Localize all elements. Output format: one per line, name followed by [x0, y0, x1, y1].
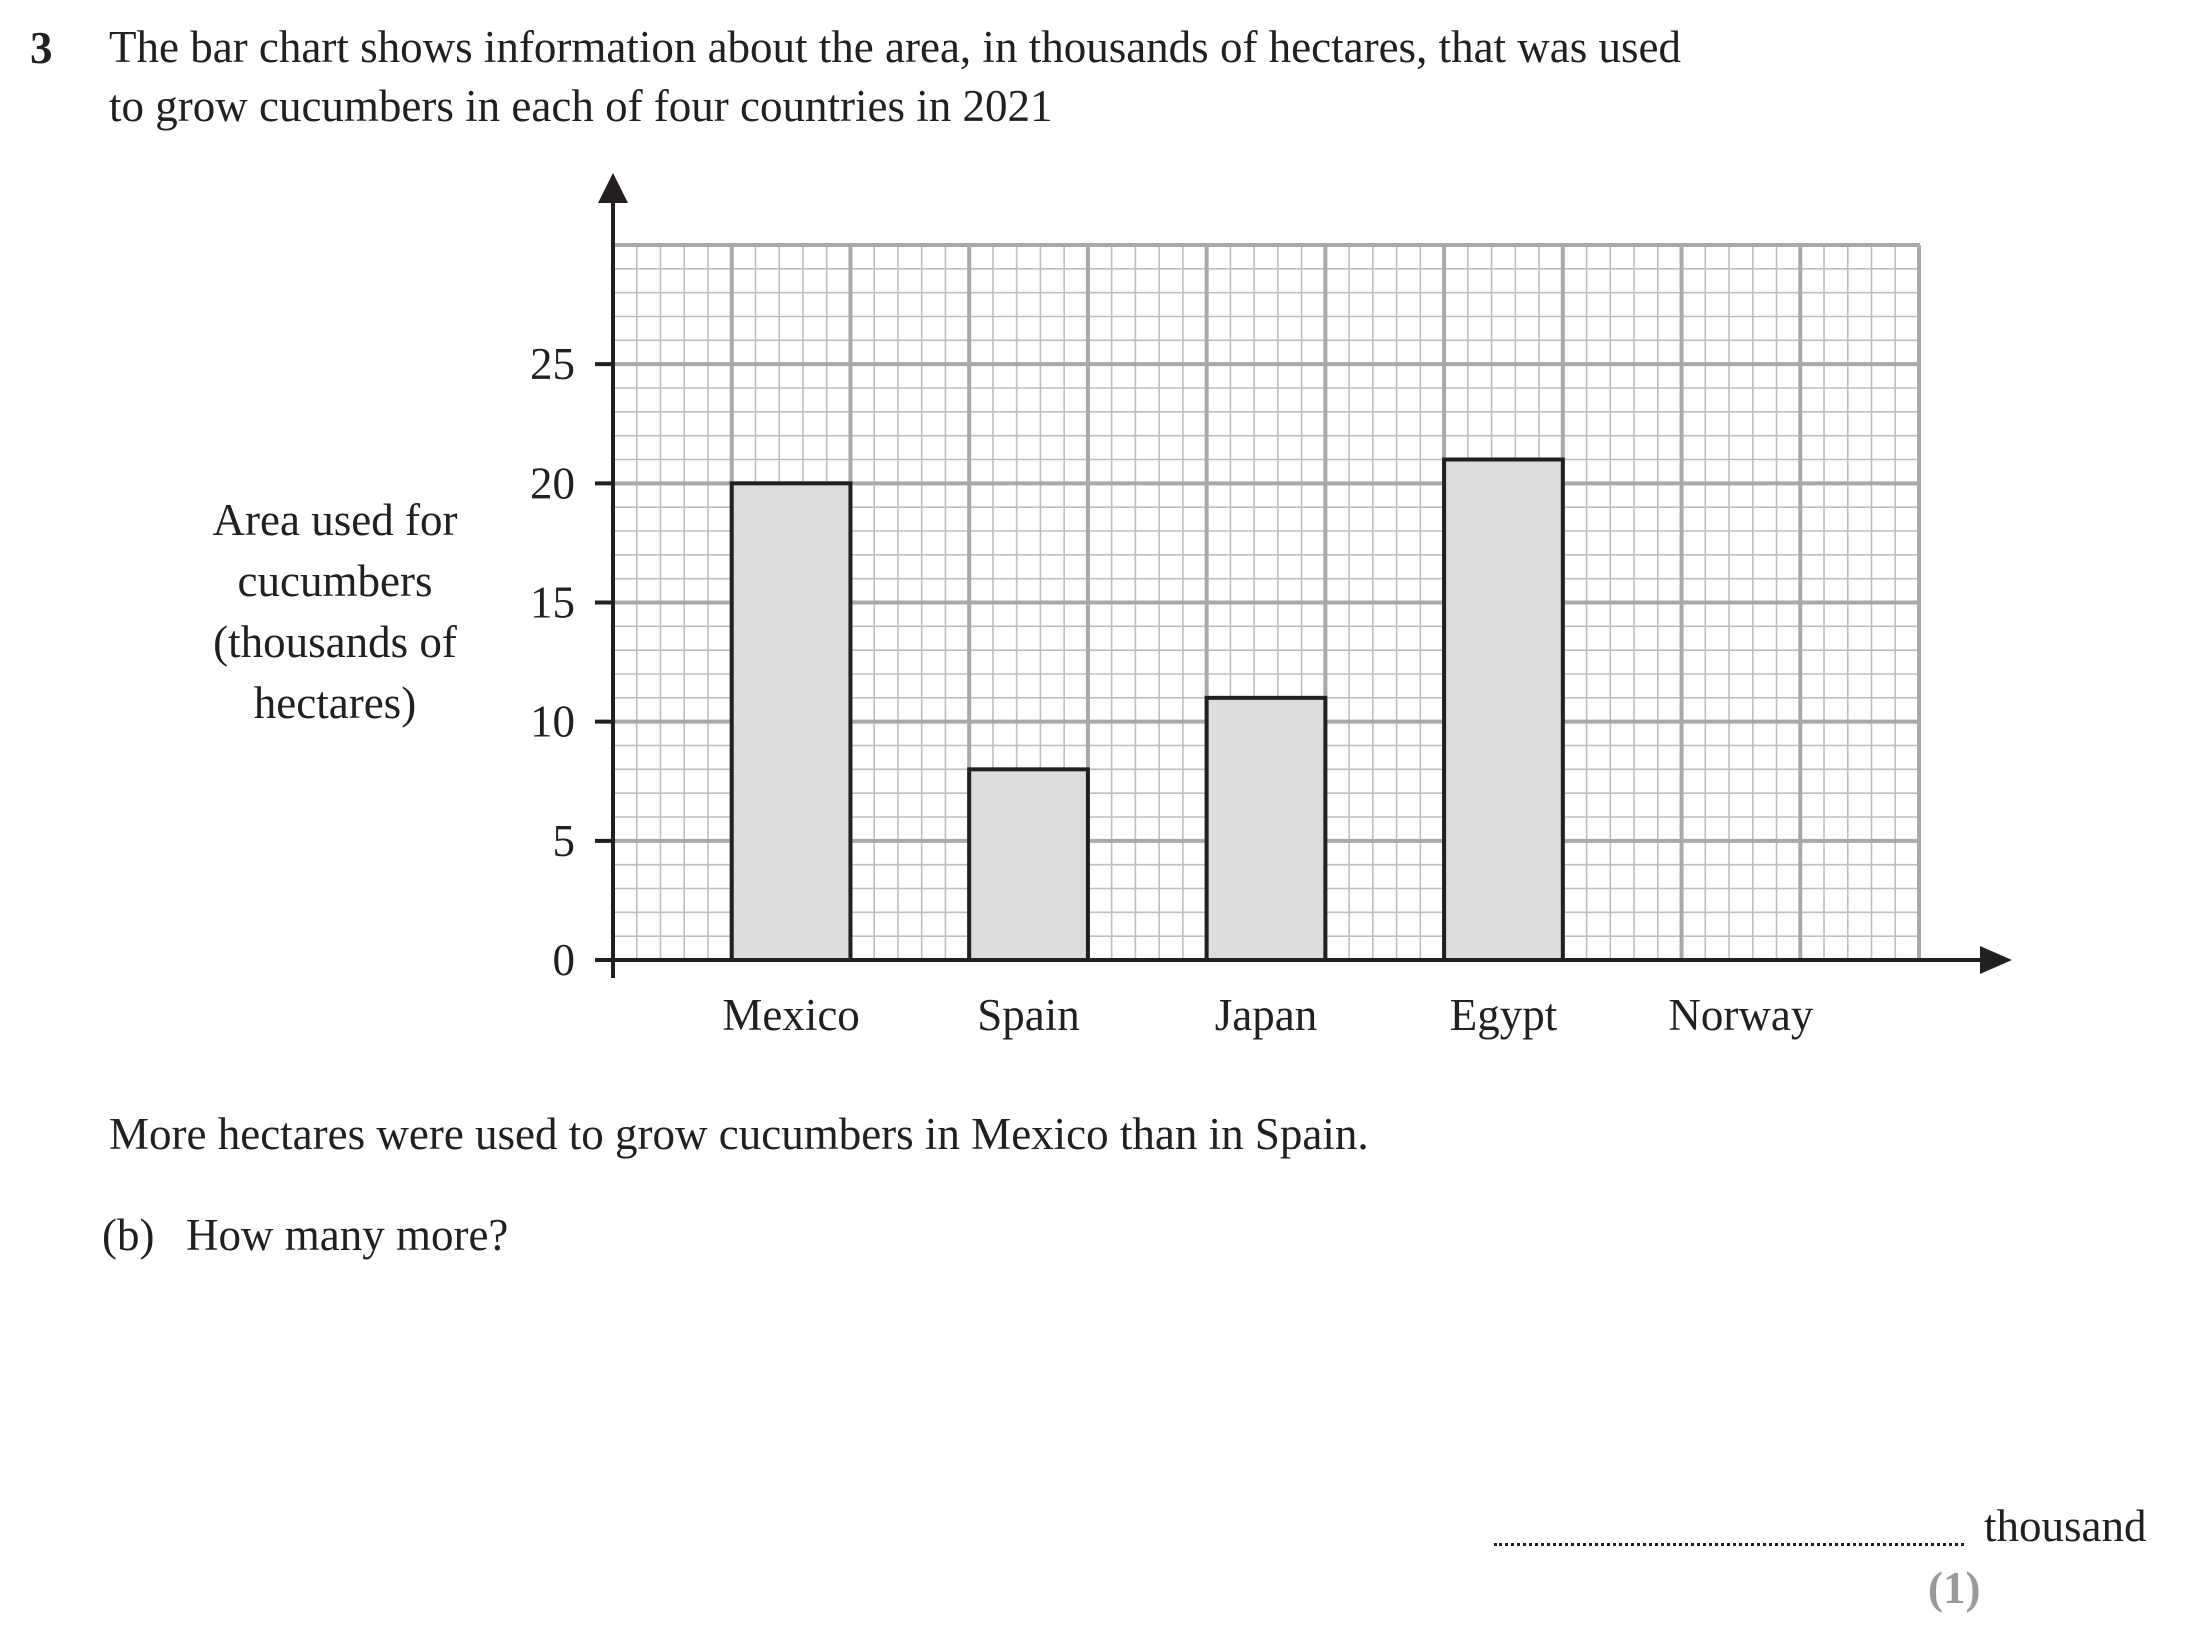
answer-unit: thousand	[1984, 1501, 2147, 1551]
bar-mexico	[732, 483, 851, 960]
part-question-text: How many more?	[186, 1210, 509, 1260]
y-axis-arrowhead	[598, 173, 628, 203]
x-axis-labels	[722, 990, 1814, 1040]
question-number: 3	[30, 23, 53, 73]
y-tick-label: 15	[530, 577, 575, 628]
bar-spain	[969, 769, 1088, 960]
bars	[732, 460, 1563, 961]
y-axis-label	[213, 495, 458, 728]
y-tick-label: 25	[530, 339, 575, 390]
y-tick-label: 5	[552, 815, 575, 866]
question-part-b	[102, 1209, 508, 1261]
y-axis-label-line: hectares)	[253, 678, 417, 728]
x-label-japan: Japan	[1214, 990, 1318, 1040]
bar-japan	[1207, 698, 1326, 960]
x-label-spain: Spain	[977, 990, 1080, 1040]
x-label-mexico: Mexico	[722, 990, 860, 1040]
x-axis-arrowhead	[1980, 946, 2012, 974]
marks-indicator: (1)	[1928, 1563, 1981, 1613]
part-label: (b)	[102, 1210, 155, 1260]
question-intro-line-2: to grow cucumbers in each of four countries in 2021	[109, 81, 1053, 131]
x-label-norway: Norway	[1668, 990, 1814, 1040]
bar-egypt	[1444, 460, 1563, 961]
y-axis-ticks	[530, 339, 613, 985]
question-statement: More hectares were used to grow cucumbers in Mexico than in Spain.	[109, 1109, 1369, 1159]
y-tick-label: 10	[530, 696, 575, 747]
y-tick-label: 0	[552, 935, 575, 985]
y-axis-label-line: (thousands of	[213, 617, 457, 667]
y-axis-label-line: Area used for	[212, 495, 458, 545]
question-intro-line-1: The bar chart shows information about the area, in thousands of hectares, that was used	[109, 22, 1682, 72]
x-label-egypt: Egypt	[1449, 990, 1558, 1040]
y-tick-label: 20	[530, 458, 575, 509]
y-axis-label-line: cucumbers	[237, 556, 433, 606]
answer-line[interactable]	[1494, 1543, 1964, 1546]
